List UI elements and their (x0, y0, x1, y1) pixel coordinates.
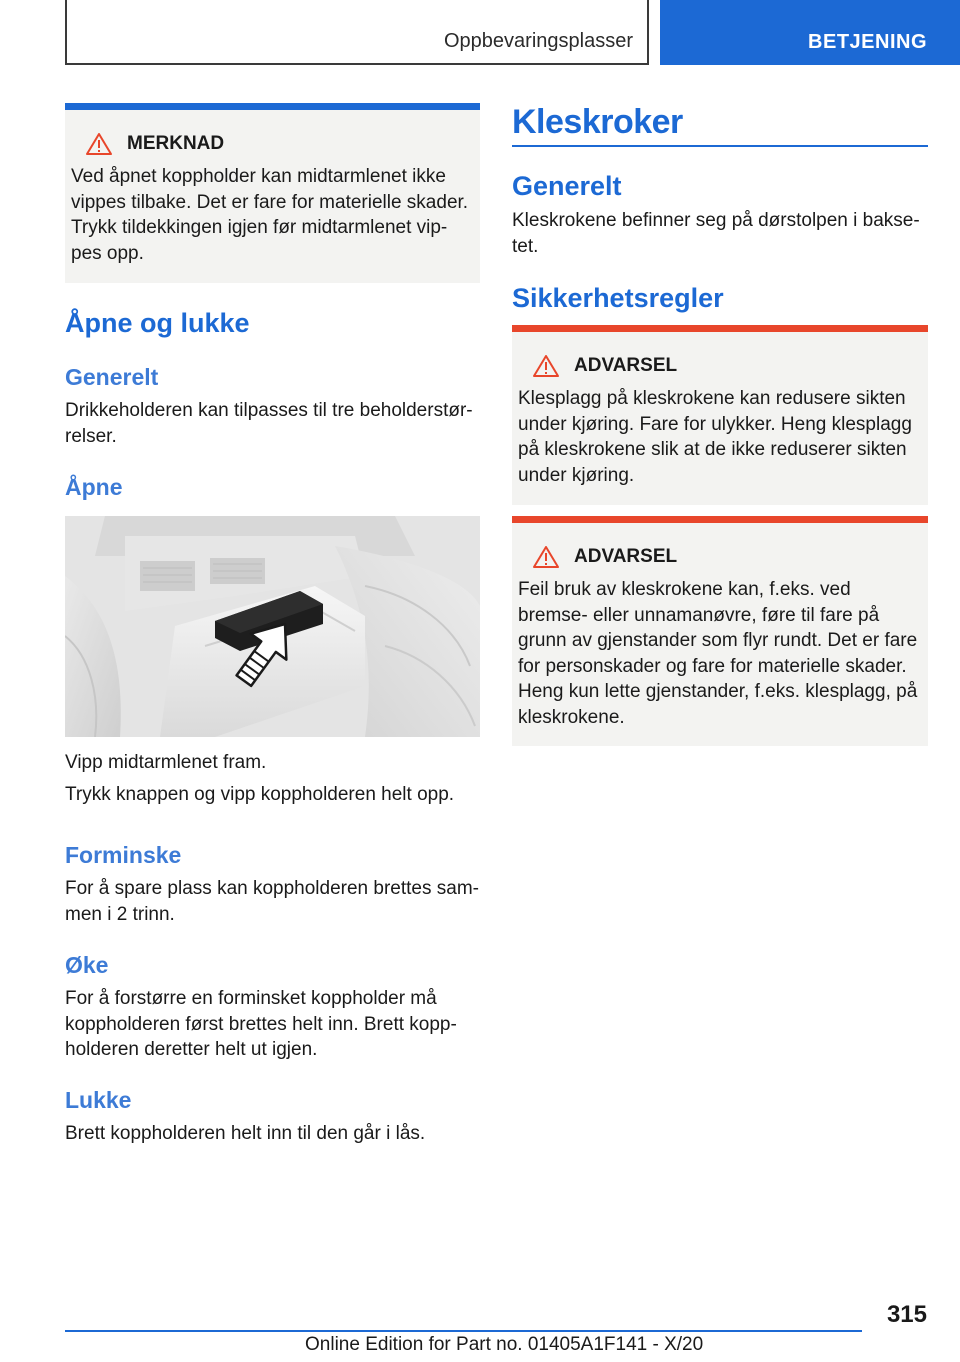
open-step-1: Vipp midtarmlenet fram. (65, 752, 267, 773)
header-chapter-tab (660, 0, 960, 65)
footer-rule (65, 1330, 862, 1332)
warning-text (518, 577, 920, 730)
header-section-title: Oppbevaringsplasser (444, 30, 633, 52)
warning-title: ADVARSEL (574, 355, 678, 376)
note-line: Trykk tildekkingen igjen før midtarmlenet vip- (71, 217, 448, 238)
text-line: tet. (512, 235, 539, 257)
enlarge-text (65, 986, 480, 1063)
warning-line: på kleskrokene slik at de ikke reduserer sikten (518, 439, 907, 460)
warning-box-2 (512, 516, 928, 746)
text-line: holderen deretter helt ut igjen. (65, 1039, 318, 1060)
page-number: 315 (886, 1301, 927, 1328)
warning-text (518, 386, 920, 488)
text-line: koppholderen først brettes helt inn. Brett kopp- (65, 1013, 457, 1035)
warning-box-1 (512, 325, 928, 505)
heading-open-close: Åpne og lukke (65, 308, 250, 338)
text-line: Kleskrokene befinner seg på dørstolpen i bakse- (512, 210, 920, 231)
reduce-text (65, 876, 480, 927)
warning-triangle-icon (532, 545, 560, 569)
page-title: Kleskroker (512, 103, 683, 141)
text-line: Drikkeholderen kan tilpasses til tre beholderstør- (65, 400, 473, 421)
warning-triangle-icon (85, 132, 113, 156)
warning-line: for personskader og fare for materielle skader. (518, 655, 907, 677)
armrest-illustration (65, 516, 480, 737)
note-text (71, 164, 472, 266)
warning-line: bremse- eller unnamanøvre, føre til fare på (518, 604, 880, 626)
general-text-left (65, 398, 480, 449)
note-box (65, 103, 480, 283)
text-line: For å forstørre en forminsket koppholder må (65, 988, 437, 1009)
warning-line: grunn av gjenstander som flyr rundt. Det er fare (518, 630, 918, 651)
title-rule (512, 145, 928, 147)
heading-general-left: Generelt (65, 364, 159, 390)
warning-triangle-icon (532, 354, 560, 378)
open-step-2: Trykk knappen og vipp koppholderen helt opp. (65, 784, 455, 805)
warning-line: under kjøring. (518, 464, 635, 486)
close-text: Brett koppholderen helt inn til den går i lås. (65, 1123, 426, 1144)
text-line: men i 2 trinn. (65, 903, 175, 925)
heading-open: Åpne (65, 474, 123, 500)
armrest-cupholder-photo (65, 516, 480, 737)
text-line: relser. (65, 425, 117, 447)
warning-line: Heng kun lette gjenstander, f.eks. klesplagg, på (518, 681, 918, 702)
note-title-row (85, 129, 472, 159)
header-chapter-title: BETJENING (808, 31, 927, 53)
warning-line: kleskrokene. (518, 706, 625, 728)
warning-title-row (532, 542, 920, 572)
note-line: pes opp. (71, 242, 144, 264)
note-line: vippes tilbake. Det er fare for materielle skader. (71, 191, 469, 213)
general-text-right (512, 208, 928, 259)
heading-general-right: Generelt (512, 171, 622, 201)
warning-line: Feil bruk av kleskrokene kan, f.eks. ved (518, 579, 851, 600)
heading-close: Lukke (65, 1087, 132, 1113)
warning-line: Klesplagg på kleskrokene kan redusere sikten (518, 388, 906, 409)
warning-title-row (532, 351, 920, 381)
heading-enlarge: Øke (65, 952, 109, 978)
warning-line: under kjøring. Fare for ulykker. Heng klesplagg (518, 413, 912, 435)
text-line: For å spare plass kan koppholderen brettes sam- (65, 878, 479, 899)
header-section-box (65, 0, 649, 65)
warning-title: ADVARSEL (574, 546, 678, 567)
note-line: Ved åpnet koppholder kan midtarmlenet ikke (71, 166, 446, 187)
note-title: MERKNAD (127, 133, 225, 154)
footer-edition: Online Edition for Part no. 01405A1F141 - X/20 (305, 1334, 704, 1355)
heading-safety: Sikkerhetsregler (512, 283, 724, 313)
heading-reduce: Forminske (65, 842, 182, 868)
